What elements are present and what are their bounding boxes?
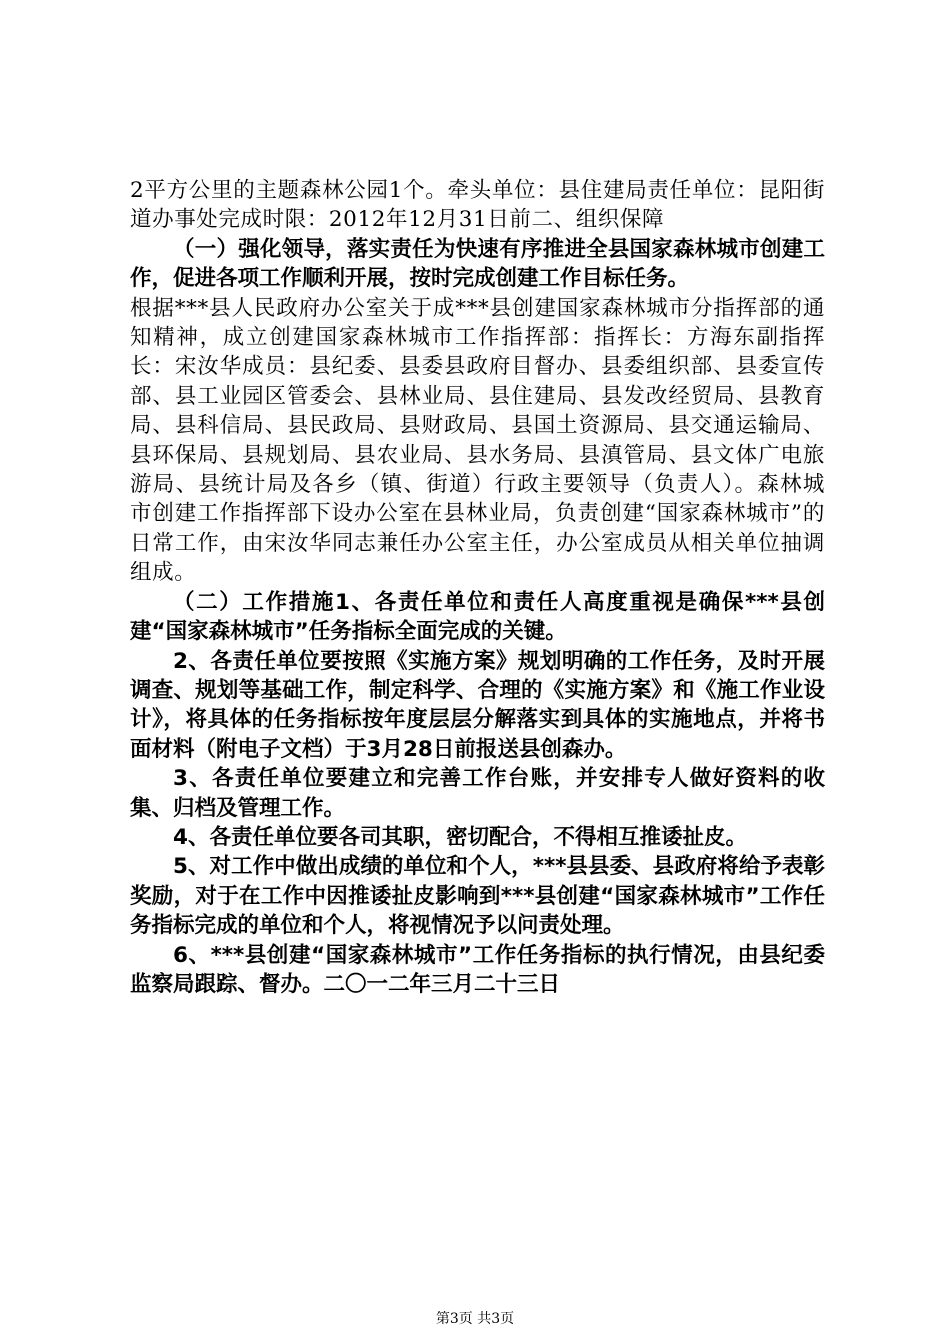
paragraph-6: 3、各责任单位要建立和完善工作台账，并安排专人做好资料的收集、归档及管理工作。 (130, 766, 825, 821)
paragraph-9: 6、***县创建“国家森林城市”工作任务指标的执行情况，由县纪委监察局跟踪、督办。二〇一二年三月二十三日 (130, 942, 825, 997)
document-body (130, 176, 825, 999)
paragraph-1: 2平方公里的主题森林公园1个。牵头单位：县住建局责任单位：昆阳街道办事处完成时限：2012年12月31日前二、组织保障 (130, 178, 825, 233)
paragraph-4: （二）工作措施1、各责任单位和责任人高度重视是确保***县创建“国家森林城市”任务指标全面完成的关键。 (130, 589, 825, 645)
paragraph-2: （一）强化领导，落实责任为快速有序推进全县国家森林城市创建工作，促进各项工作顺利开展，按时完成创建工作目标任务。 (130, 236, 825, 292)
paragraph-5: 2、各责任单位要按照《实施方案》规划明确的工作任务，及时开展调查、规划等基础工作，制定科学、合理的《实施方案》和《施工作业设计》，将具体的任务指标按年度层层分解落实到具体的实施地点，并将书面材料（附电子文档）于3月28日前报送县创森办。 (130, 648, 825, 762)
paragraph-8: 5、对工作中做出成绩的单位和个人，***县县委、县政府将给予表彰奖励，对于在工作中因推诿扯皮影响到***县创建“国家森林城市”工作任务指标完成的单位和个人，将视情况予以问责处理。 (130, 854, 825, 939)
paragraph-3: 根据***县人民政府办公室关于成***县创建国家森林城市分指挥部的通知精神，成立创建国家森林城市工作指挥部：指挥长：方海东副指挥长：宋汝华成员：县纪委、县委县政府目督办、县委组织部、县委宣传部、县工业园区管委会、县林业局、县住建局、县发改经贸局、县教育局、县科信局、县民政局、县财政局、县国土资源局、县交通运输局、县环保局、县规划局、县农业局、县水务局、县滇管局、县文体广电旅游局、县统计局及各乡（镇、街道）行政主要领导（负责人）。森林城市创建工作指挥部下设办公室在县林业局，负责创建“国家森林城市”的日常工作，由宋汝华同志兼任办公室主任，办公室成员从相关单位抽调组成。 (130, 295, 825, 586)
page-number-footer: 第3页 共3页 (435, 1311, 515, 1327)
paragraph-7: 4、各责任单位要各司其职，密切配合，不得相互推诿扯皮。 (173, 824, 747, 850)
